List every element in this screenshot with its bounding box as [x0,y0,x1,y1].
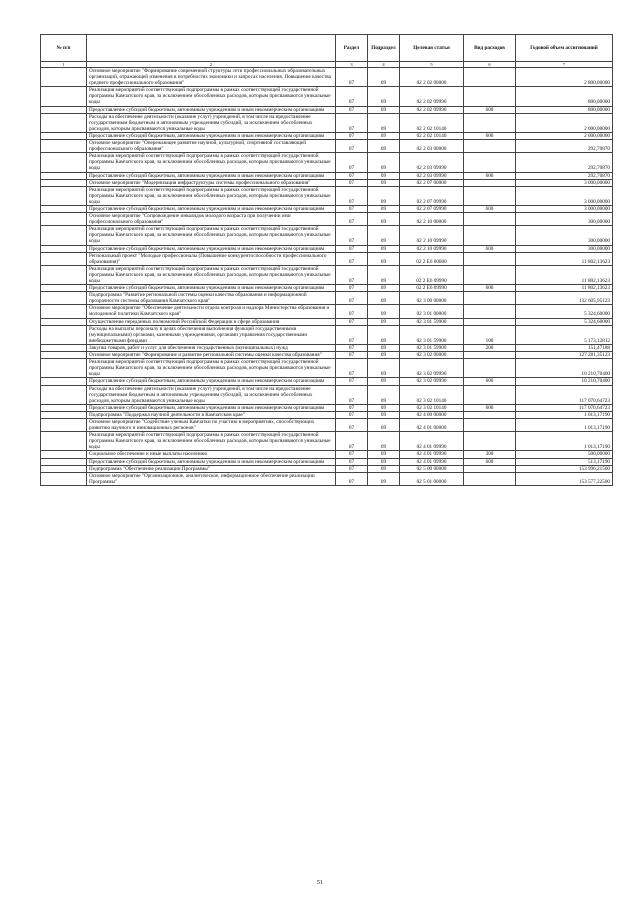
table-row [41,106,613,113]
row-razdel-cell: 07 [336,186,368,205]
row-name-cell: Предоставление субсидий бюджетным, автономным учреждениям и иным некоммерческим организациям [87,404,336,411]
row-expense-type-cell [464,252,516,265]
row-number-cell [41,418,87,431]
row-podrazdel-cell: 09 [368,325,400,344]
table-row [41,292,613,305]
row-podrazdel-cell: 09 [368,472,400,485]
row-name-cell: Основное мероприятие "Обеспечение деятельности отдела контроля и надзора Министерства образования и молодежной политики Камчатского края" [87,305,336,318]
row-amount-cell: 1 013,17190 [516,418,613,431]
row-amount-cell: 151,47188 [516,344,613,351]
row-expense-type-cell [464,68,516,87]
row-number-cell [41,153,87,172]
row-amount-cell: 11 802,13623 [516,265,613,284]
row-expense-type-cell: 600 [464,132,516,139]
table-row [41,359,613,378]
row-podrazdel-cell: 09 [368,385,400,404]
row-expense-type-cell: 600 [464,285,516,292]
row-podrazdel-cell: 09 [368,106,400,113]
row-podrazdel-cell: 09 [368,205,400,212]
row-name-cell: Основное мероприятие "Модернизация инфраструктуры системы профессионального образования" [87,179,336,186]
row-razdel-cell: 07 [336,285,368,292]
row-podrazdel-cell: 09 [368,418,400,431]
row-amount-cell: 3 000,00000 [516,179,613,186]
row-target-article-cell: 02 4 00 00000 [400,411,464,418]
row-target-article-cell: 02 3 02 09990 [400,378,464,385]
row-target-article-cell: 02 3 01 00000 [400,305,464,318]
row-amount-cell: 117 070,64723 [516,385,613,404]
row-target-article-cell: 02 2 E6 09990 [400,285,464,292]
row-amount-cell: 300,00000 [516,213,613,226]
row-amount-cell: 3 000,00000 [516,186,613,205]
row-number-cell [41,318,87,325]
row-expense-type-cell [464,265,516,284]
column-number: 6 [464,62,516,68]
row-podrazdel-cell: 09 [368,113,400,132]
row-target-article-cell: 02 2 10 09990 [400,245,464,252]
row-name-cell: Реализация мероприятий соответствующей подпрограммы в рамках соответствующей государственной программы Камчатского края, за исключением обособленных расходов, которым присваиваются уникальные коды [87,265,336,284]
row-amount-cell: 513,17190 [516,458,613,465]
row-name-cell: Основное мероприятие "Организационное, аналитическое, информационное обеспечение реализации Программы" [87,472,336,485]
header-razdel: Раздел [336,35,368,62]
row-name-cell: Основное мероприятие "Содействие ученым Камчатки по участию в мероприятиях, способствующих развитию научного и инновационных регионов" [87,418,336,431]
row-target-article-cell: 02 2 10 09990 [400,226,464,245]
row-podrazdel-cell: 09 [368,140,400,153]
row-amount-cell: 5 324,60000 [516,305,613,318]
row-number-cell [41,404,87,411]
row-name-cell: Предоставление субсидий бюджетным, автономным учреждениям и иным некоммерческим организациям [87,285,336,292]
row-number-cell [41,285,87,292]
row-razdel-cell: 07 [336,378,368,385]
row-razdel-cell: 07 [336,418,368,431]
row-razdel-cell: 07 [336,132,368,139]
table-row [41,132,613,139]
row-razdel-cell: 07 [336,113,368,132]
row-number-cell [41,213,87,226]
table-row [41,458,613,465]
row-number-cell [41,106,87,113]
row-amount-cell: 800,00000 [516,106,613,113]
table-row [41,318,613,325]
table-row [41,378,613,385]
row-number-cell [41,458,87,465]
table-row [41,172,613,179]
row-target-article-cell: 02 5 00 00000 [400,465,464,472]
table-row [41,226,613,245]
row-razdel-cell: 07 [336,172,368,179]
row-podrazdel-cell: 09 [368,451,400,458]
row-number-cell [41,352,87,359]
row-amount-cell: 153 996,21500 [516,465,613,472]
row-amount-cell: 292,70870 [516,172,613,179]
row-target-article-cell: 02 3 02 00000 [400,352,464,359]
row-number-cell [41,68,87,87]
row-expense-type-cell: 600 [464,458,516,465]
row-razdel-cell: 07 [336,451,368,458]
table-row [41,305,613,318]
row-razdel-cell: 07 [336,245,368,252]
row-target-article-cell: 02 4 01 09990 [400,432,464,451]
row-razdel-cell: 07 [336,213,368,226]
budget-table-sheet [40,34,612,486]
row-podrazdel-cell: 09 [368,179,400,186]
row-name-cell: Предоставление субсидий бюджетным, автономным учреждениям и иным некоммерческим организациям [87,245,336,252]
row-razdel-cell: 07 [336,432,368,451]
row-podrazdel-cell: 09 [368,432,400,451]
row-amount-cell: 153 577,22500 [516,472,613,485]
row-podrazdel-cell: 09 [368,318,400,325]
table-row [41,418,613,431]
row-number-cell [41,451,87,458]
row-razdel-cell: 07 [336,458,368,465]
row-name-cell: Реализация мероприятий соответствующей подпрограммы в рамках соответствующей государственной программы Камчатского края, за исключением обособленных расходов, которым присваиваются уникальные коды [87,186,336,205]
row-amount-cell: 1 013,17190 [516,432,613,451]
table-row [41,113,613,132]
row-podrazdel-cell: 09 [368,252,400,265]
row-amount-cell: 800,00000 [516,87,613,106]
table-row [41,153,613,172]
row-expense-type-cell [464,411,516,418]
row-number-cell [41,325,87,344]
row-expense-type-cell [464,213,516,226]
row-razdel-cell: 07 [336,265,368,284]
row-number-cell [41,432,87,451]
row-number-cell [41,205,87,212]
row-amount-cell: 2 800,00000 [516,68,613,87]
row-expense-type-cell [464,352,516,359]
row-name-cell: Реализация мероприятий соответствующей подпрограммы в рамках соответствующей государственной программы Камчатского края, за исключением обособленных расходов, которым присваиваются уникальные коды [87,432,336,451]
row-razdel-cell: 07 [336,106,368,113]
row-expense-type-cell [464,186,516,205]
row-amount-cell: 300,00000 [516,245,613,252]
row-podrazdel-cell: 09 [368,87,400,106]
row-target-article-cell: 02 2 03 09990 [400,172,464,179]
row-razdel-cell: 07 [336,140,368,153]
row-razdel-cell: 07 [336,359,368,378]
table-body [41,68,613,486]
row-target-article-cell: 02 3 00 00000 [400,292,464,305]
row-name-cell: Подпрограмма "Поддержка научной деятельности в Камчатском крае" [87,411,336,418]
header-expense-type: Вид расходов [464,35,516,62]
row-podrazdel-cell: 09 [368,378,400,385]
page-number: 51 [317,880,323,886]
row-target-article-cell: 02 3 02 10140 [400,385,464,404]
row-razdel-cell: 07 [336,411,368,418]
row-amount-cell: 500,00000 [516,451,613,458]
header-name [87,35,336,62]
table-row [41,68,613,87]
row-target-article-cell: 02 2 E6 09990 [400,265,464,284]
column-number: 4 [368,62,400,68]
row-expense-type-cell: 100 [464,325,516,344]
row-expense-type-cell [464,305,516,318]
row-expense-type-cell [464,465,516,472]
row-podrazdel-cell: 09 [368,359,400,378]
row-target-article-cell: 02 2 10 00000 [400,213,464,226]
row-number-cell [41,87,87,106]
row-number-cell [41,411,87,418]
table-row [41,186,613,205]
row-razdel-cell: 07 [336,385,368,404]
table-row [41,325,613,344]
row-name-cell: Предоставление субсидий бюджетным, автономным учреждениям и иным некоммерческим организациям [87,378,336,385]
row-target-article-cell: 02 2 02 10140 [400,132,464,139]
row-name-cell: Подпрограмма "Развитие региональной системы оценки качества образования и информационной прозрачности системы образования Камчатского края" [87,292,336,305]
row-razdel-cell: 07 [336,179,368,186]
row-expense-type-cell [464,226,516,245]
row-amount-cell: 2 000,00000 [516,113,613,132]
table-row [41,265,613,284]
row-podrazdel-cell: 09 [368,285,400,292]
table-row [41,352,613,359]
row-amount-cell: 127 281,35123 [516,352,613,359]
row-name-cell: Региональный проект "Молодые профессионалы (Повышение конкурентоспособности профессионального образования)" [87,252,336,265]
row-name-cell: Социальное обеспечение и иные выплаты населению [87,451,336,458]
row-amount-cell: 300,00000 [516,226,613,245]
row-expense-type-cell [464,432,516,451]
row-target-article-cell: 02 3 02 10140 [400,404,464,411]
row-expense-type-cell [464,179,516,186]
row-number-cell [41,226,87,245]
row-amount-cell: 1 013,17190 [516,411,613,418]
row-number-cell [41,140,87,153]
row-expense-type-cell: 600 [464,205,516,212]
row-podrazdel-cell: 09 [368,265,400,284]
row-number-cell [41,465,87,472]
row-name-cell: Реализация мероприятий соответствующей подпрограммы в рамках соответствующей государственной программы Камчатского края, за исключением обособленных расходов, которым присваиваются уникальные коды [87,87,336,106]
row-amount-cell: 292,70870 [516,153,613,172]
row-podrazdel-cell: 09 [368,226,400,245]
row-razdel-cell: 07 [336,404,368,411]
row-amount-cell: 292,70870 [516,140,613,153]
row-number-cell [41,265,87,284]
column-number: 5 [400,62,464,68]
row-number-cell [41,113,87,132]
table-row [41,285,613,292]
row-name-cell: Осуществление переданных полномочий Российской Федерации в сфере образования [87,318,336,325]
row-razdel-cell: 07 [336,252,368,265]
row-amount-cell: 11 802,13623 [516,285,613,292]
row-target-article-cell: 02 5 01 00000 [400,472,464,485]
row-name-cell: Основное мероприятие "Формирование и развитие региональной системы оценки качества образования" [87,352,336,359]
table-row [41,385,613,404]
row-expense-type-cell [464,140,516,153]
row-name-cell: Предоставление субсидий бюджетным, автономным учреждениям и иным некоммерческим организациям [87,458,336,465]
row-podrazdel-cell: 09 [368,213,400,226]
row-number-cell [41,472,87,485]
row-name-cell: Основное мероприятие "Опережающее развитие научной, культурной, спортивной составляющей профессионального образования" [87,140,336,153]
row-podrazdel-cell: 09 [368,153,400,172]
table-row [41,87,613,106]
row-podrazdel-cell: 09 [368,68,400,87]
table-row [41,451,613,458]
row-target-article-cell: 02 2 E6 00000 [400,252,464,265]
row-expense-type-cell [464,292,516,305]
table-row [41,205,613,212]
row-podrazdel-cell: 09 [368,352,400,359]
row-expense-type-cell [464,318,516,325]
row-number-cell [41,252,87,265]
budget-table [40,34,613,486]
table-row [41,465,613,472]
row-podrazdel-cell: 09 [368,465,400,472]
row-podrazdel-cell: 09 [368,132,400,139]
row-podrazdel-cell: 09 [368,344,400,351]
row-expense-type-cell: 600 [464,404,516,411]
row-name-cell: Основное мероприятие "Сопровождение инвалидов молодого возраста при получении ими профессионального образования" [87,213,336,226]
row-razdel-cell: 07 [336,465,368,472]
table-row [41,140,613,153]
row-target-article-cell: 02 2 02 00000 [400,68,464,87]
row-number-cell [41,245,87,252]
table-row [41,245,613,252]
table-row [41,432,613,451]
row-razdel-cell: 07 [336,352,368,359]
row-razdel-cell: 07 [336,226,368,245]
row-number-cell [41,179,87,186]
row-number-cell [41,344,87,351]
table-row [41,213,613,226]
row-target-article-cell: 02 2 03 09990 [400,153,464,172]
header-annual-amount: Годовой объем ассигнований [516,35,613,62]
row-razdel-cell: 07 [336,153,368,172]
row-target-article-cell: 02 4 01 09990 [400,451,464,458]
row-name-cell: Предоставление субсидий бюджетным, автономным учреждениям и иным некоммерческим организациям [87,132,336,139]
row-number-cell [41,378,87,385]
row-expense-type-cell: 600 [464,245,516,252]
row-expense-type-cell [464,87,516,106]
row-name-cell: Расходы на обеспечение деятельности (оказание услуг) учреждений, в том числе на предоставление государственным бюджетным и автономным учреждениям субсидий, за исключением обособленных расходов, которым присваиваются уникальные коды [87,385,336,404]
row-podrazdel-cell: 09 [368,292,400,305]
table-row [41,252,613,265]
row-expense-type-cell [464,418,516,431]
row-amount-cell: 5 324,60000 [516,318,613,325]
row-amount-cell: 10 210,70400 [516,359,613,378]
row-amount-cell: 132 605,95123 [516,292,613,305]
row-expense-type-cell [464,153,516,172]
table-row [41,472,613,485]
row-amount-cell: 3 000,00000 [516,205,613,212]
table-row [41,179,613,186]
row-razdel-cell: 07 [336,68,368,87]
row-name-cell: Реализация мероприятий соответствующей подпрограммы в рамках соответствующей государственной программы Камчатского края, за исключением обособленных расходов, которым присваиваются уникальные коды [87,359,336,378]
column-number: 2 [87,62,336,68]
row-name-cell: Подпрограмма "Обеспечение реализации Программы" [87,465,336,472]
row-number-cell [41,292,87,305]
row-name-cell: Закупка товаров, работ и услуг для обеспечения государственных (муниципальных) нужд [87,344,336,351]
row-number-cell [41,305,87,318]
row-expense-type-cell [464,472,516,485]
row-razdel-cell: 07 [336,87,368,106]
row-number-cell [41,385,87,404]
row-podrazdel-cell: 09 [368,245,400,252]
header-number: № п/п [41,35,87,62]
row-target-article-cell: 02 3 01 59900 [400,325,464,344]
row-expense-type-cell [464,359,516,378]
row-name-cell: Расходы на выплаты персоналу в целях обеспечения выполнения функций государственными (муниципальными) органами, казенными учреждениями, органами управления государственными внебюджетными фондами [87,325,336,344]
column-number: 7 [516,62,613,68]
row-expense-type-cell: 300 [464,451,516,458]
header-row [41,35,613,62]
row-name-cell: Предоставление субсидий бюджетным, автономным учреждениям и иным некоммерческим организациям [87,106,336,113]
row-name-cell: Основное мероприятие "Формирование современной структуры сети профессиональных образовательных организаций, отражающей изменения в потребностях экономики и запросах населения. Повышение качества среднего профессионального образования" [87,68,336,87]
row-expense-type-cell: 600 [464,106,516,113]
row-name-cell: Предоставление субсидий бюджетным, автономным учреждениям и иным некоммерческим организациям [87,172,336,179]
row-expense-type-cell: 600 [464,172,516,179]
header-target-article: Целевая статья [400,35,464,62]
column-number: 3 [336,62,368,68]
row-name-cell: Реализация мероприятий соответствующей подпрограммы в рамках соответствующей государственной программы Камчатского края, за исключением обособленных расходов, которым присваиваются уникальные коды [87,226,336,245]
header-podrazdel: Подраздел [368,35,400,62]
row-amount-cell: 10 210,70400 [516,378,613,385]
row-number-cell [41,186,87,205]
row-expense-type-cell: 600 [464,378,516,385]
row-razdel-cell: 07 [336,318,368,325]
table-row [41,411,613,418]
row-amount-cell: 5 173,12812 [516,325,613,344]
row-expense-type-cell [464,385,516,404]
row-podrazdel-cell: 09 [368,404,400,411]
row-razdel-cell: 07 [336,344,368,351]
row-amount-cell: 11 802,13623 [516,252,613,265]
row-podrazdel-cell: 09 [368,458,400,465]
row-target-article-cell: 02 2 02 09990 [400,106,464,113]
table-row [41,404,613,411]
row-number-cell [41,172,87,179]
row-target-article-cell: 02 2 07 09990 [400,205,464,212]
row-razdel-cell: 07 [336,472,368,485]
row-expense-type-cell: 200 [464,344,516,351]
row-razdel-cell: 07 [336,205,368,212]
row-target-article-cell: 02 2 07 09990 [400,186,464,205]
row-target-article-cell: 02 3 01 59900 [400,344,464,351]
row-razdel-cell: 07 [336,292,368,305]
row-target-article-cell: 02 2 07 00000 [400,179,464,186]
row-podrazdel-cell: 09 [368,172,400,179]
table-row [41,344,613,351]
row-amount-cell: 2 000,00000 [516,132,613,139]
row-target-article-cell: 02 2 02 10140 [400,113,464,132]
column-number: 1 [41,62,87,68]
row-target-article-cell: 02 3 01 59900 [400,318,464,325]
row-razdel-cell: 07 [336,305,368,318]
row-number-cell [41,359,87,378]
row-podrazdel-cell: 09 [368,305,400,318]
row-name-cell: Реализация мероприятий соответствующей подпрограммы в рамках соответствующей государственной программы Камчатского края, за исключением обособленных расходов, которым присваиваются уникальные коды [87,153,336,172]
row-name-cell: Предоставление субсидий бюджетным, автономным учреждениям и иным некоммерческим организациям [87,205,336,212]
row-number-cell [41,132,87,139]
row-razdel-cell: 07 [336,325,368,344]
row-target-article-cell: 02 4 01 00000 [400,418,464,431]
row-target-article-cell: 02 3 02 09990 [400,359,464,378]
row-amount-cell: 117 070,64723 [516,404,613,411]
row-podrazdel-cell: 09 [368,411,400,418]
row-podrazdel-cell: 09 [368,186,400,205]
row-target-article-cell: 02 2 02 09990 [400,87,464,106]
row-expense-type-cell [464,113,516,132]
row-name-cell: Расходы на обеспечение деятельности (оказание услуг) учреждений, в том числе на предоставление государственным бюджетным и автономным учреждениям субсидий, за исключением обособленных расходов, которым присваиваются уникальные коды [87,113,336,132]
row-target-article-cell: 02 4 01 09990 [400,458,464,465]
row-target-article-cell: 02 2 03 00000 [400,140,464,153]
